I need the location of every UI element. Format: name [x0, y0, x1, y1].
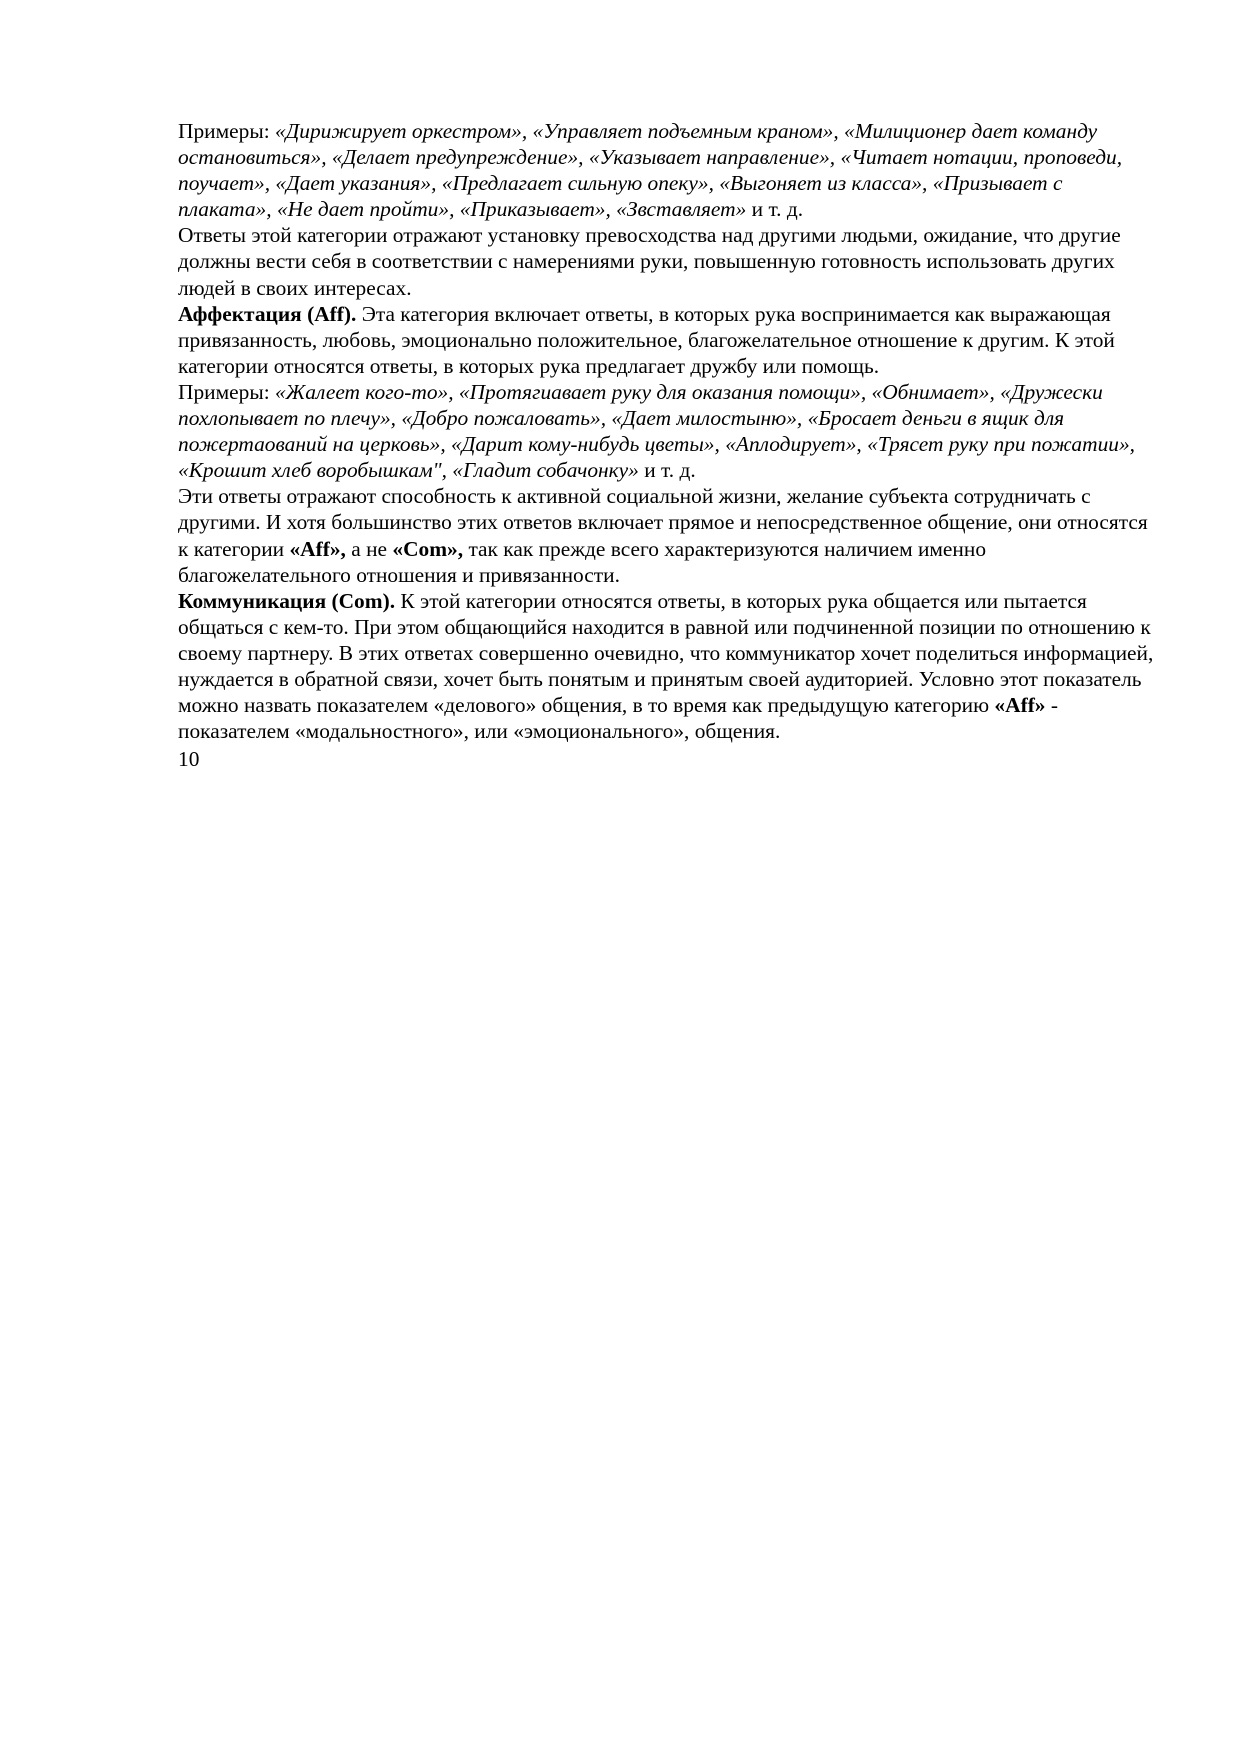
page-number: 10: [178, 747, 200, 772]
text-run: Эта категория включает ответы, в которых рука воспринимается как выражающая привязанность, любовь, эмоционально положительное, благожелательное отношение к другим. К этой категории относятся ответы, в которых рука предлагает дружбу или помощь.: [178, 301, 1115, 378]
text-run: Примеры:: [178, 379, 275, 404]
paragraph: [178, 301, 1160, 379]
text-run: Примеры:: [178, 119, 275, 143]
bold-term: Коммуникация (Com).: [178, 588, 396, 613]
text-run: К этой категории относятся ответы, в которых рука общается или пытается общаться с кем-то. При этом общающийся находится в равной или подчиненной позиции по отношению к своему партнеру. В этих ответах совершенно очевидно, что коммуникатор хочет поделиться информацией, нуждается в обратной связи, хочет быть понятым и принятым своей аудиторией. Условно этот показатель можно назвать показателем «делового» общения, в то время как предыдущую категорию: [178, 588, 1154, 718]
bold-term: «Com»,: [392, 536, 464, 561]
paragraph: [178, 588, 1160, 745]
document-page: [178, 118, 1160, 772]
paragraph: [178, 222, 1160, 300]
bold-term: «Aff»,: [289, 536, 346, 561]
italic-examples: «Жалеет кого-то», «Протягиавает руку для оказания помощи», «Обнимает», «Дружески похлопывает по плечу», «Добро пожаловать», «Дает милостыню», «Бросает деньги в ящик для пожертаований на церковь», «Дарит кому-нибудь цветы», «Аплодирует», «Трясет руку при пожатии», «Крошит хлеб воробышкам", «Гладит собачонку»: [178, 379, 1135, 483]
text-run: а не: [345, 536, 393, 561]
bold-term: «Aff»: [994, 693, 1046, 718]
text-run: так как прежде всего характеризуются наличием именно благожелательного отношения и привязанности.: [178, 536, 987, 587]
italic-examples: «Дирижирует оркестром», «Управляет подъемным краном», «Милиционер дает команду остановиться», «Делает предупреждение», «Указывает направление», «Читает нотации, проповеди, поучает», «Дает указания», «Предлагает сильную опеку», «Выгоняет из класса», «Призывает с плаката», «Не дает пройти», «Приказывает», «Звставляет»: [178, 119, 1123, 222]
bold-term: Аффектация (Aff).: [178, 301, 357, 326]
text-run: Ответы этой категории отражают установку превосходства над другими людьми, ожидание, что другие должны вести себя в соответствии с намерениями руки, повышенную готовность использовать других людей в своих интересах.: [178, 223, 1121, 300]
text-run: Эти ответы отражают способность к активной социальной жизни, желание субъекта сотрудничать с другими. И хотя большинство этих ответов включает прямое и непосредственное общение, они относятся к категории: [178, 484, 1148, 561]
paragraph: [178, 118, 1160, 222]
text-run: и т. д.: [638, 458, 696, 483]
text-run: - показателем «модальностного», или «эмоционального», общения.: [178, 693, 1058, 744]
text-run: и т. д.: [746, 197, 804, 222]
paragraph: [178, 379, 1160, 483]
paragraph: [178, 483, 1160, 587]
document-body: [178, 118, 1160, 744]
